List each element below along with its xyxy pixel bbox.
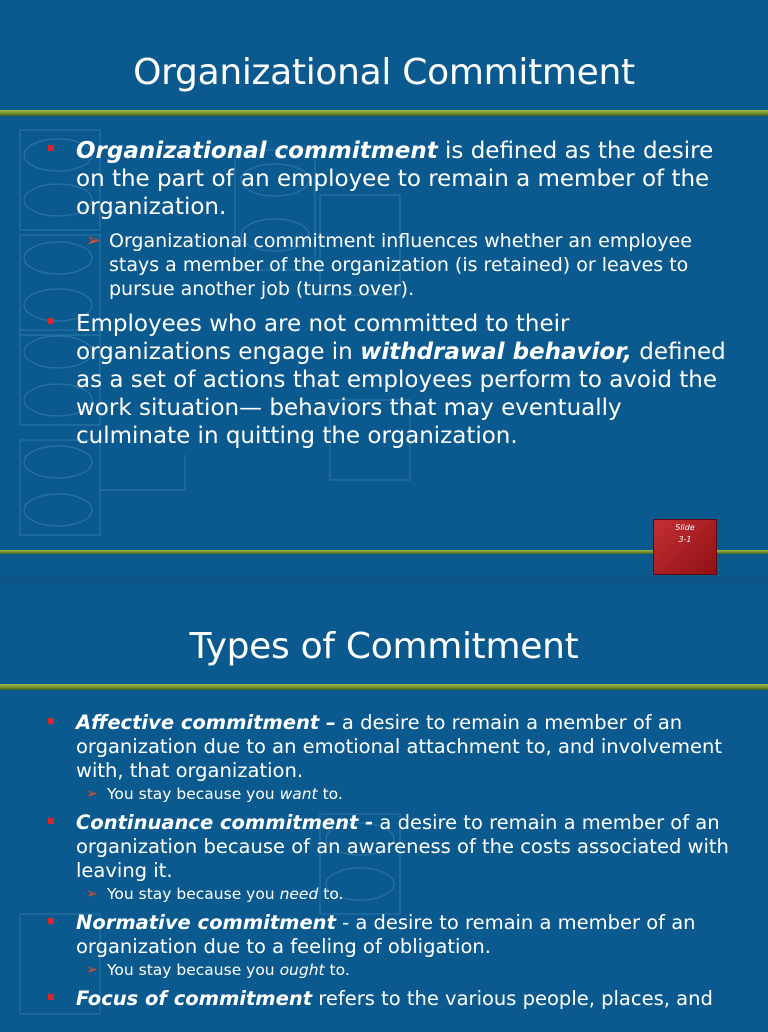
sub-text: You stay because you bbox=[107, 961, 280, 979]
definition-text: a desire to remain a member of an organization due to an emotional attachment to, and involvement with, that organization. bbox=[76, 711, 723, 782]
emphasis: need bbox=[279, 885, 319, 903]
definition-text: refers to the various people, places, and bbox=[312, 987, 713, 1010]
term: withdrawal behavior, bbox=[360, 339, 632, 365]
sub-bullet-item bbox=[48, 883, 738, 905]
sub-text: to. bbox=[324, 961, 350, 979]
slide-body bbox=[48, 711, 738, 1011]
bullet-square-icon bbox=[48, 994, 54, 1000]
arrow-bullet-icon: ➢ bbox=[86, 886, 98, 902]
arrow-bullet-icon: ➢ bbox=[86, 962, 98, 978]
arrow-bullet-icon: ➢ bbox=[86, 230, 102, 251]
definition-text: - a desire to remain a member of an organization due to a feeling of obligation. bbox=[76, 911, 696, 958]
title-rule bbox=[0, 684, 768, 690]
arrow-bullet-icon: ➢ bbox=[86, 786, 98, 802]
term: Affective commitment – bbox=[76, 711, 336, 734]
bullet-item bbox=[48, 987, 738, 1011]
emphasis: want bbox=[279, 785, 318, 803]
slide-number-badge bbox=[653, 519, 717, 575]
bullet-item bbox=[48, 711, 738, 783]
term: Normative commitment bbox=[76, 911, 336, 934]
definition-text: is defined as the desire on the part of an employee to remain a member of the organization. bbox=[76, 138, 714, 220]
bullet-square-icon bbox=[48, 318, 54, 324]
badge-number: 3-1 bbox=[678, 535, 692, 544]
bullet-square-icon bbox=[48, 718, 54, 724]
sub-text: to. bbox=[318, 885, 344, 903]
term: Continuance commitment - bbox=[76, 811, 374, 834]
term: Focus of commitment bbox=[76, 987, 313, 1010]
bullet-item bbox=[48, 811, 738, 883]
slide-divider bbox=[0, 576, 768, 584]
body-text: defined as a set of actions that employees perform to avoid the work situation— behaviors that may eventually culminate in quitting the organization. bbox=[76, 339, 726, 449]
bullet-square-icon bbox=[48, 145, 54, 151]
slide-2 bbox=[0, 584, 768, 1032]
title-rule bbox=[0, 110, 768, 116]
sub-bullet-item bbox=[48, 959, 738, 981]
term: Organizational commitment bbox=[76, 138, 438, 164]
bullet-square-icon bbox=[48, 918, 54, 924]
sub-text: You stay because you bbox=[107, 785, 280, 803]
body-text: Employees who are not committed to their organizations engage in bbox=[76, 311, 570, 365]
bullet-item bbox=[48, 137, 728, 221]
sub-text: Organizational commitment influences whether an employee stays a member of the organization (is retained) or leaves to pursue another job (turns over). bbox=[109, 230, 692, 300]
bullet-item bbox=[48, 911, 738, 959]
slide-title: Organizational Commitment bbox=[133, 52, 635, 93]
sub-text: to. bbox=[317, 785, 343, 803]
bullet-square-icon bbox=[48, 818, 54, 824]
sub-bullet-item bbox=[48, 229, 728, 301]
slide-title: Types of Commitment bbox=[189, 626, 579, 667]
bullet-item bbox=[48, 310, 728, 450]
sub-text: You stay because you bbox=[107, 885, 280, 903]
definition-text: a desire to remain a member of an organization because of an awareness of the costs associated with leaving it. bbox=[76, 811, 729, 882]
sub-bullet-item bbox=[48, 783, 738, 805]
emphasis: ought bbox=[279, 961, 325, 979]
badge-label: Slide bbox=[675, 523, 695, 532]
slide-body bbox=[48, 137, 728, 450]
